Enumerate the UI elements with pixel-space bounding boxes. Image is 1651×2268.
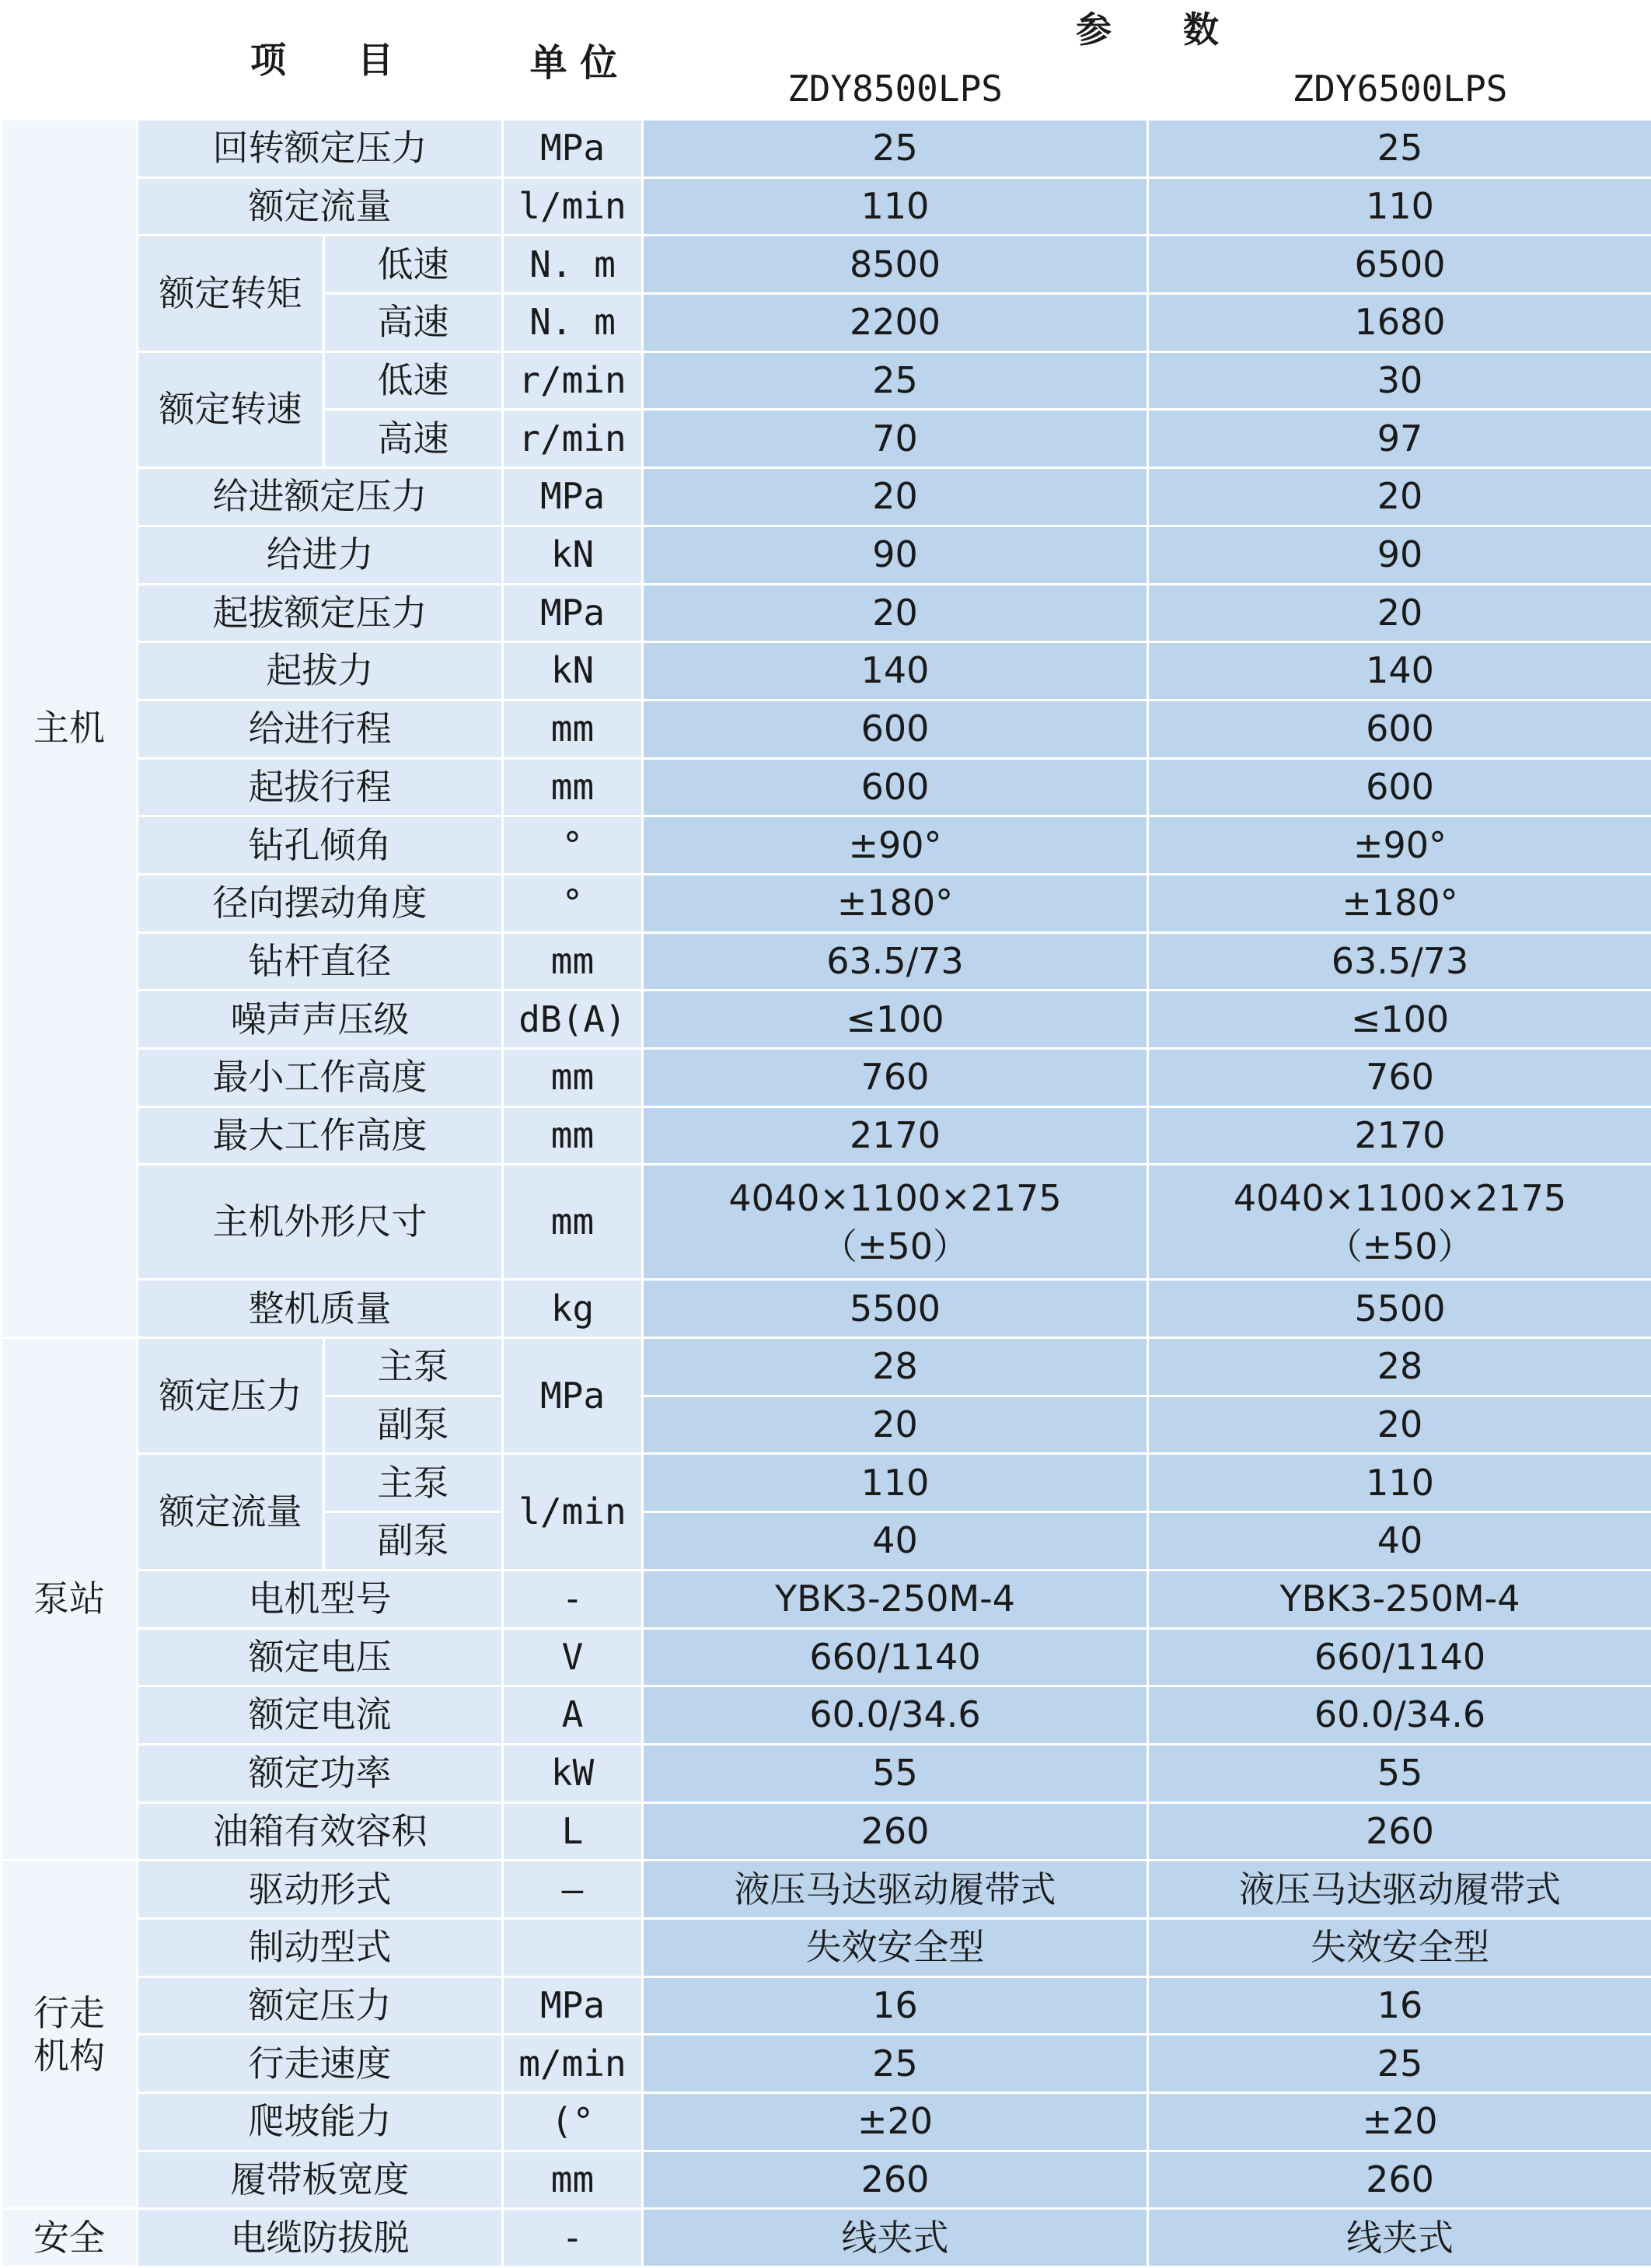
- row-label: 额定电流: [138, 1686, 503, 1745]
- row-value-2: YBK3-250M-4: [1148, 1570, 1651, 1628]
- row-value-2: 液压马达驱动履带式: [1148, 1861, 1651, 1919]
- row-value-1: 2200: [643, 294, 1148, 352]
- row-unit: mm: [503, 1049, 643, 1107]
- table-row: [2, 1454, 1651, 1512]
- row-value-2: 6500: [1148, 236, 1651, 294]
- row-label: 起拔额定压力: [138, 584, 503, 642]
- row-unit: A: [503, 1686, 643, 1745]
- row-value-1: 25: [643, 351, 1148, 410]
- row-value-2: 110: [1148, 1454, 1651, 1512]
- row-value-2: 30: [1148, 351, 1651, 410]
- row-value-2: 5500: [1148, 1280, 1651, 1338]
- row-unit: kW: [503, 1744, 643, 1802]
- row-sublabel: 主泵: [324, 1338, 503, 1396]
- row-value-2: 16: [1148, 1976, 1651, 2035]
- row-value-1: 16: [643, 1976, 1148, 2035]
- row-label: 钻杆直径: [138, 932, 503, 991]
- row-label: 给进额定压力: [138, 468, 503, 526]
- table-row: [2, 468, 1651, 526]
- table-row: [2, 1338, 1651, 1396]
- row-label: 钻孔倾角: [138, 816, 503, 875]
- row-value-2: 40: [1148, 1512, 1651, 1571]
- row-value-1: ±180°: [643, 874, 1148, 932]
- row-value-1: 140: [643, 642, 1148, 701]
- row-value-1: 600: [643, 700, 1148, 758]
- table-row: [2, 1106, 1651, 1165]
- row-unit: MPa: [503, 1976, 643, 2035]
- row-sublabel: 主泵: [324, 1454, 503, 1512]
- row-value-2: ±20: [1148, 2093, 1651, 2151]
- row-unit: l/min: [503, 177, 643, 236]
- table-row: [2, 120, 1651, 178]
- header-unit: 单 位: [501, 0, 644, 118]
- row-sublabel: 低速: [324, 351, 503, 410]
- table-row: [2, 1861, 1651, 1919]
- row-value-1: 110: [643, 177, 1148, 236]
- row-unit: -: [503, 2209, 643, 2267]
- row-value-2: 失效安全型: [1148, 1918, 1651, 1976]
- table-row: [2, 932, 1651, 991]
- row-value-1: 110: [643, 1454, 1148, 1512]
- row-unit: V: [503, 1628, 643, 1686]
- row-value-2: ±90°: [1148, 816, 1651, 875]
- row-unit: r/min: [503, 351, 643, 410]
- row-unit: mm: [503, 932, 643, 991]
- row-label: 油箱有效容积: [138, 1802, 503, 1861]
- row-unit: l/min: [503, 1454, 643, 1570]
- row-value-2: 55: [1148, 1744, 1651, 1802]
- row-value-2: 97: [1148, 410, 1651, 468]
- row-unit: —: [503, 1861, 643, 1919]
- row-sublabel: 副泵: [324, 1512, 503, 1571]
- row-label: 爬坡能力: [138, 2093, 503, 2151]
- row-unit: -: [503, 1570, 643, 1628]
- row-label: 额定流量: [138, 1454, 324, 1570]
- row-value-1: 8500: [643, 236, 1148, 294]
- row-label: 额定转矩: [138, 236, 324, 351]
- row-value-1: 4040×1100×2175 （±50）: [643, 1165, 1148, 1280]
- table-row: [2, 2209, 1651, 2267]
- row-unit: MPa: [503, 120, 643, 178]
- row-value-1: 760: [643, 1049, 1148, 1107]
- row-label: 起拔行程: [138, 758, 503, 816]
- row-label: 额定流量: [138, 177, 503, 236]
- row-unit: MPa: [503, 1338, 643, 1454]
- table-row: [2, 1918, 1651, 1976]
- table-row: [2, 351, 1651, 410]
- row-label: 额定压力: [138, 1976, 503, 2035]
- row-value-1: 260: [643, 1802, 1148, 1861]
- row-value-1: 线夹式: [643, 2209, 1148, 2267]
- section-pump: 泵站: [2, 1338, 138, 1861]
- header-item: 项 目: [2, 2, 643, 120]
- row-value-1: 25: [643, 2035, 1148, 2093]
- table-row: [2, 874, 1651, 932]
- row-unit: N. m: [503, 236, 643, 294]
- row-value-1: 20: [643, 584, 1148, 642]
- row-unit: [503, 1918, 643, 1976]
- row-unit: mm: [503, 1165, 643, 1280]
- row-value-1: ±20: [643, 2093, 1148, 2151]
- row-value-1: 20: [643, 468, 1148, 526]
- row-unit: mm: [503, 2151, 643, 2209]
- row-value-2: ±180°: [1148, 874, 1651, 932]
- row-unit: MPa: [503, 584, 643, 642]
- row-unit: dB(A): [503, 991, 643, 1049]
- row-label: 额定电压: [138, 1628, 503, 1686]
- row-label: 整机质量: [138, 1280, 503, 1338]
- row-label: 行走速度: [138, 2035, 503, 2093]
- row-value-2: 110: [1148, 177, 1651, 236]
- row-value-1: 2170: [643, 1106, 1148, 1165]
- table-row: [2, 584, 1651, 642]
- section-travel: 行走 机构: [2, 1861, 138, 2209]
- row-value-1: 25: [643, 120, 1148, 178]
- row-label: 主机外形尺寸: [138, 1165, 503, 1280]
- header-params: 参 数: [643, 2, 1651, 59]
- row-value-1: 90: [643, 526, 1148, 584]
- row-label: 噪声声压级: [138, 991, 503, 1049]
- section-host: 主机: [2, 120, 138, 1338]
- table-row: [2, 2035, 1651, 2093]
- row-value-2: 28: [1148, 1338, 1651, 1396]
- row-value-1: ≤100: [643, 991, 1148, 1049]
- row-value-1: 5500: [643, 1280, 1148, 1338]
- row-value-1: 660/1140: [643, 1628, 1148, 1686]
- table-row: [2, 700, 1651, 758]
- row-value-2: 25: [1148, 120, 1651, 178]
- table-row: [2, 1628, 1651, 1686]
- table-row: [2, 991, 1651, 1049]
- row-value-2: 260: [1148, 1802, 1651, 1861]
- row-sublabel: 高速: [324, 294, 503, 352]
- row-value-1: YBK3-250M-4: [643, 1570, 1148, 1628]
- row-value-2: 20: [1148, 468, 1651, 526]
- row-label: 给进力: [138, 526, 503, 584]
- row-value-1: 40: [643, 1512, 1148, 1571]
- row-value-1: 260: [643, 2151, 1148, 2209]
- row-value-2: 25: [1148, 2035, 1651, 2093]
- table-row: [2, 1976, 1651, 2035]
- row-sublabel: 低速: [324, 236, 503, 294]
- row-value-2: 1680: [1148, 294, 1651, 352]
- row-unit: MPa: [503, 468, 643, 526]
- section-safety: 安全: [2, 2209, 138, 2267]
- row-value-2: 63.5/73: [1148, 932, 1651, 991]
- row-label: 电机型号: [138, 1570, 503, 1628]
- row-sublabel: 高速: [324, 410, 503, 468]
- row-label: 起拔力: [138, 642, 503, 701]
- row-label: 给进行程: [138, 700, 503, 758]
- header-model-1: ZDY8500LPS: [643, 59, 1148, 120]
- row-label: 驱动形式: [138, 1861, 503, 1919]
- row-unit: mm: [503, 1106, 643, 1165]
- row-value-2: 260: [1148, 2151, 1651, 2209]
- row-value-2: 60.0/34.6: [1148, 1686, 1651, 1745]
- table-row: [2, 1744, 1651, 1802]
- row-value-1: 60.0/34.6: [643, 1686, 1148, 1745]
- row-unit: mm: [503, 758, 643, 816]
- row-sublabel: 副泵: [324, 1396, 503, 1454]
- row-value-2: 20: [1148, 1396, 1651, 1454]
- row-value-2: 90: [1148, 526, 1651, 584]
- row-label: 制动型式: [138, 1918, 503, 1976]
- table-row: [2, 526, 1651, 584]
- row-value-1: 600: [643, 758, 1148, 816]
- header-row: [2, 2, 1651, 59]
- row-label: 最大工作高度: [138, 1106, 503, 1165]
- table-row: [2, 1049, 1651, 1107]
- row-label: 额定功率: [138, 1744, 503, 1802]
- row-value-2: 140: [1148, 642, 1651, 701]
- table-row: [2, 816, 1651, 875]
- row-value-1: 28: [643, 1338, 1148, 1396]
- row-value-2: 4040×1100×2175 （±50）: [1148, 1165, 1651, 1280]
- row-value-1: 液压马达驱动履带式: [643, 1861, 1148, 1919]
- row-value-2: 20: [1148, 584, 1651, 642]
- row-unit: (°: [503, 2093, 643, 2151]
- row-label: 回转额定压力: [138, 120, 503, 178]
- table-row: [2, 1686, 1651, 1745]
- row-label: 额定压力: [138, 1338, 324, 1454]
- table-row: [2, 1165, 1651, 1280]
- row-value-1: ±90°: [643, 816, 1148, 875]
- header-model-2: ZDY6500LPS: [1148, 59, 1651, 120]
- row-value-2: 600: [1148, 700, 1651, 758]
- table-row: [2, 758, 1651, 816]
- table-row: [2, 1280, 1651, 1338]
- row-unit: kN: [503, 642, 643, 701]
- row-value-2: 2170: [1148, 1106, 1651, 1165]
- table-row: [2, 2151, 1651, 2209]
- row-unit: r/min: [503, 410, 643, 468]
- row-value-1: 55: [643, 1744, 1148, 1802]
- table-row: [2, 642, 1651, 701]
- row-value-2: 660/1140: [1148, 1628, 1651, 1686]
- row-unit: L: [503, 1802, 643, 1861]
- table-row: [2, 1802, 1651, 1861]
- row-unit: kg: [503, 1280, 643, 1338]
- table-row: [2, 1570, 1651, 1628]
- row-value-1: 失效安全型: [643, 1918, 1148, 1976]
- row-unit: °: [503, 874, 643, 932]
- row-value-2: 600: [1148, 758, 1651, 816]
- row-value-2: 线夹式: [1148, 2209, 1651, 2267]
- row-label: 径向摆动角度: [138, 874, 503, 932]
- row-label: 额定转速: [138, 351, 324, 467]
- row-label: 履带板宽度: [138, 2151, 503, 2209]
- row-unit: kN: [503, 526, 643, 584]
- table-row: [2, 177, 1651, 236]
- row-label: 电缆防拔脱: [138, 2209, 503, 2267]
- row-value-1: 63.5/73: [643, 932, 1148, 991]
- row-unit: mm: [503, 700, 643, 758]
- row-unit: N. m: [503, 294, 643, 352]
- row-unit: m/min: [503, 2035, 643, 2093]
- table-row: [2, 236, 1651, 294]
- row-label: 最小工作高度: [138, 1049, 503, 1107]
- table-row: [2, 2093, 1651, 2151]
- row-value-1: 20: [643, 1396, 1148, 1454]
- row-value-2: ≤100: [1148, 991, 1651, 1049]
- row-unit: °: [503, 816, 643, 875]
- row-value-1: 70: [643, 410, 1148, 468]
- row-value-2: 760: [1148, 1049, 1651, 1107]
